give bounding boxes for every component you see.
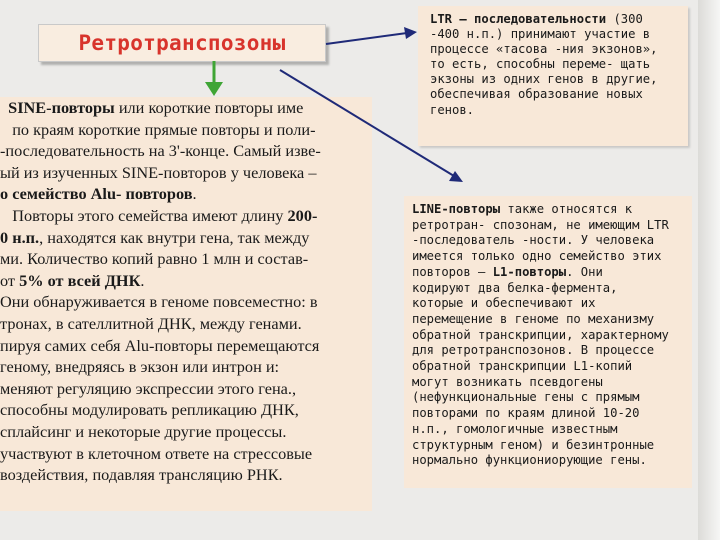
alu-length-unit: 0 н.п. xyxy=(0,227,40,247)
sine-line-text: геному, внедряясь в экзон или интрон и: xyxy=(0,357,280,377)
line-line: структурным геном) и безинтронные xyxy=(412,437,655,452)
line-line: имеется только одно семейство этих xyxy=(412,249,662,264)
line-line: могут возникать псевдогены xyxy=(412,374,603,389)
alu-family-term: о семейство Alu- повторов xyxy=(0,184,193,204)
sine-line-text: участвуют в клеточном ответе на стрессовые xyxy=(0,443,313,463)
sine-line-text: или короткие повторы име xyxy=(114,98,304,117)
sine-line-text: тронах, в сателлитной ДНК, между генами. xyxy=(0,313,302,333)
line-line: ретротран- спозонам, не имеющим LTR xyxy=(412,217,669,232)
sine-line-text: меняют регуляцию экспрессии этого гена., xyxy=(0,378,297,398)
line-line-text: также относятся к xyxy=(500,202,633,216)
green-arrow-head xyxy=(205,82,223,96)
line-line: -последователь -ности. У человека xyxy=(412,233,655,248)
ltr-line: экзоны из одних генов в другие, xyxy=(430,72,658,87)
ltr-line: генов. xyxy=(430,102,475,117)
line-line: (нефункциональные гены с прямым xyxy=(412,390,640,405)
sine-line-text: Повторы этого семейства имеют длину xyxy=(8,205,288,225)
sine-line-text: по краям короткие прямые повторы и поли- xyxy=(12,119,316,139)
alu-share-value: 5% от всей ДНК xyxy=(19,270,141,290)
arrow-to-sine xyxy=(205,61,223,96)
l1-term: L1-повторы xyxy=(492,264,567,279)
sine-term: SINE-повторы xyxy=(8,98,115,117)
sine-line-text: -последовательность на 3'-конце. Самый изве- xyxy=(0,141,321,161)
sine-line-text: . xyxy=(140,270,145,290)
arrow-to-ltr xyxy=(326,27,417,44)
line-line-text: повторов – xyxy=(412,264,493,279)
sine-line-text: сплайсинг и некоторые другие процессы. xyxy=(0,421,287,441)
sine-line-text: способны модулировать репликацию ДНК, xyxy=(0,400,299,420)
ltr-line-text: (300 xyxy=(606,12,643,26)
sine-line-text: от xyxy=(0,270,20,290)
line-line: нормально функциониорующие гены. xyxy=(412,453,647,468)
line-line: обратной транскрипции, характерному xyxy=(412,327,669,342)
ltr-line: то есть, способны переме- щать xyxy=(430,57,651,72)
alu-length-value: 200- xyxy=(287,205,318,225)
navy-arrow-shaft xyxy=(280,70,454,176)
sine-line-text: Они обнаруживается в геноме повсеместно: в xyxy=(0,292,318,312)
ltr-line: процессе «тасова -ния экзонов», xyxy=(430,42,658,57)
line-line: для ретротранспозонов. В процессе xyxy=(412,343,655,358)
line-line: которые и обеспечивают их xyxy=(412,296,596,311)
line-line-text: . Они xyxy=(566,264,603,279)
sine-line-text: , находятся как внутри гена, так между xyxy=(39,227,310,247)
ltr-line: обеспечивая образование новых xyxy=(430,87,643,102)
sine-line-text: воздействия, подавляя трансляцию РНК. xyxy=(0,465,283,485)
line-line: повторами по краям длиной 10-20 xyxy=(412,406,640,421)
line-term: LINE-повторы xyxy=(412,202,501,216)
arrow-to-line xyxy=(280,70,463,182)
navy-arrow-head xyxy=(449,171,463,182)
line-line: кодируют два белка-фермента, xyxy=(412,280,618,295)
line-line: обратной транскрипции L1-копий xyxy=(412,359,633,374)
sine-line-text: пируя самих себя Alu-повторы перемещаются xyxy=(0,335,320,355)
ltr-term: LTR – последовательности xyxy=(430,12,607,26)
navy-arrow-head xyxy=(404,27,417,39)
slide-title: Ретротранспозоны xyxy=(78,31,286,55)
sine-line-text: ми. Количество копий равно 1 млн и состав- xyxy=(0,249,309,269)
sine-line-text: ый из изученных SINE-повторов у человека – xyxy=(0,162,317,182)
sine-line-text: . xyxy=(192,184,197,204)
line-line: перемещение в геноме по механизму xyxy=(412,311,655,326)
navy-arrow-shaft xyxy=(326,33,407,44)
ltr-line: -400 н.п.) принимают участие в xyxy=(430,27,651,42)
line-line: н.п., гомологичные известным xyxy=(412,421,618,436)
